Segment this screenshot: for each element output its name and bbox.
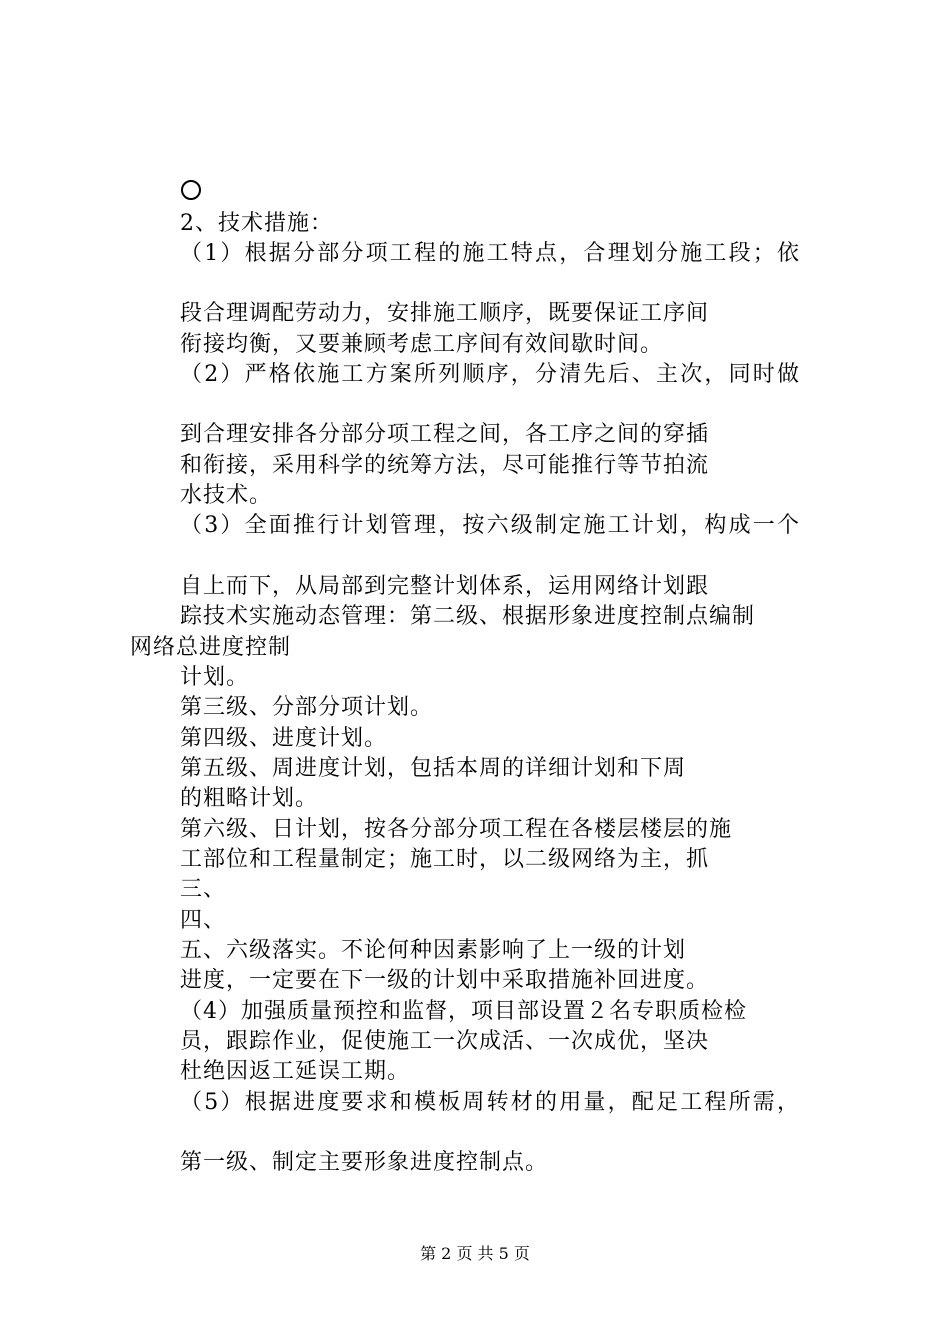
text-line: 员，跟踪作业，促使施工一次成活、一次成优，坚决 bbox=[180, 1029, 710, 1054]
text-line: 衔接均衡，又要兼顾考虑工序间有效间歇时间。 bbox=[180, 332, 664, 357]
text-line: 三、 bbox=[180, 877, 227, 902]
text-line: （1）根据分部分项工程的施工特点，合理划分施工段；依 bbox=[180, 241, 802, 266]
text-line: （2）严格依施工方案所列顺序，分清先后、主次，同时做 bbox=[180, 362, 802, 387]
text-line: （5）根据进度要求和模板周转材的用量，配足工程所需， bbox=[180, 1090, 802, 1115]
text-line: 2、技术措施： bbox=[180, 211, 333, 236]
text-line: 和衔接，采用科学的统筹方法，尽可能推行等节拍流 bbox=[180, 453, 710, 478]
text-line: 第三级、分部分项计划。 bbox=[180, 695, 434, 720]
text-line: 四、 bbox=[180, 908, 227, 933]
text-line: 五、六级落实。不论何种因素影响了上一级的计划 bbox=[180, 938, 687, 963]
text-line: 工部位和工程量制定；施工时，以二级网络为主，抓 bbox=[180, 847, 710, 872]
text-line: 第四级、进度计划。 bbox=[180, 726, 388, 751]
text-line: （4）加强质量预控和监督，项目部设置２名专职质检检 bbox=[180, 999, 747, 1024]
text-line: 第六级、日计划，按各分部分项工程在各楼层楼层的施 bbox=[180, 817, 733, 842]
page-footer: 第 2 页 共 5 页 bbox=[420, 1244, 530, 1263]
text-line: 水技术。 bbox=[180, 483, 273, 508]
text-line: 的粗略计划。 bbox=[180, 786, 319, 811]
text-line: 进度，一定要在下一级的计划中采取措施补回进度。 bbox=[180, 968, 710, 993]
text-line: 杜绝因返工延误工期。 bbox=[180, 1059, 411, 1084]
text-line: 踪技术实施动态管理：第二级、根据形象进度控制点编制 bbox=[180, 604, 756, 629]
bullet-circle-icon bbox=[181, 180, 201, 200]
text-line: （3）全面推行计划管理，按六级制定施工计划，构成一个 bbox=[180, 513, 802, 538]
text-line: 网络总进度控制 bbox=[130, 635, 292, 660]
text-line: 第五级、周进度计划，包括本周的详细计划和下周 bbox=[180, 756, 687, 781]
text-line: 自上而下，从局部到完整计划体系，运用网络计划跟 bbox=[180, 574, 710, 599]
text-line: 到合理安排各分部分项工程之间，各工序之间的穿插 bbox=[180, 422, 710, 447]
text-line: 计划。 bbox=[180, 665, 250, 690]
text-line: 段合理调配劳动力，安排施工顺序，既要保证工序间 bbox=[180, 301, 710, 326]
text-line: 第一级、制定主要形象进度控制点。 bbox=[180, 1150, 549, 1175]
